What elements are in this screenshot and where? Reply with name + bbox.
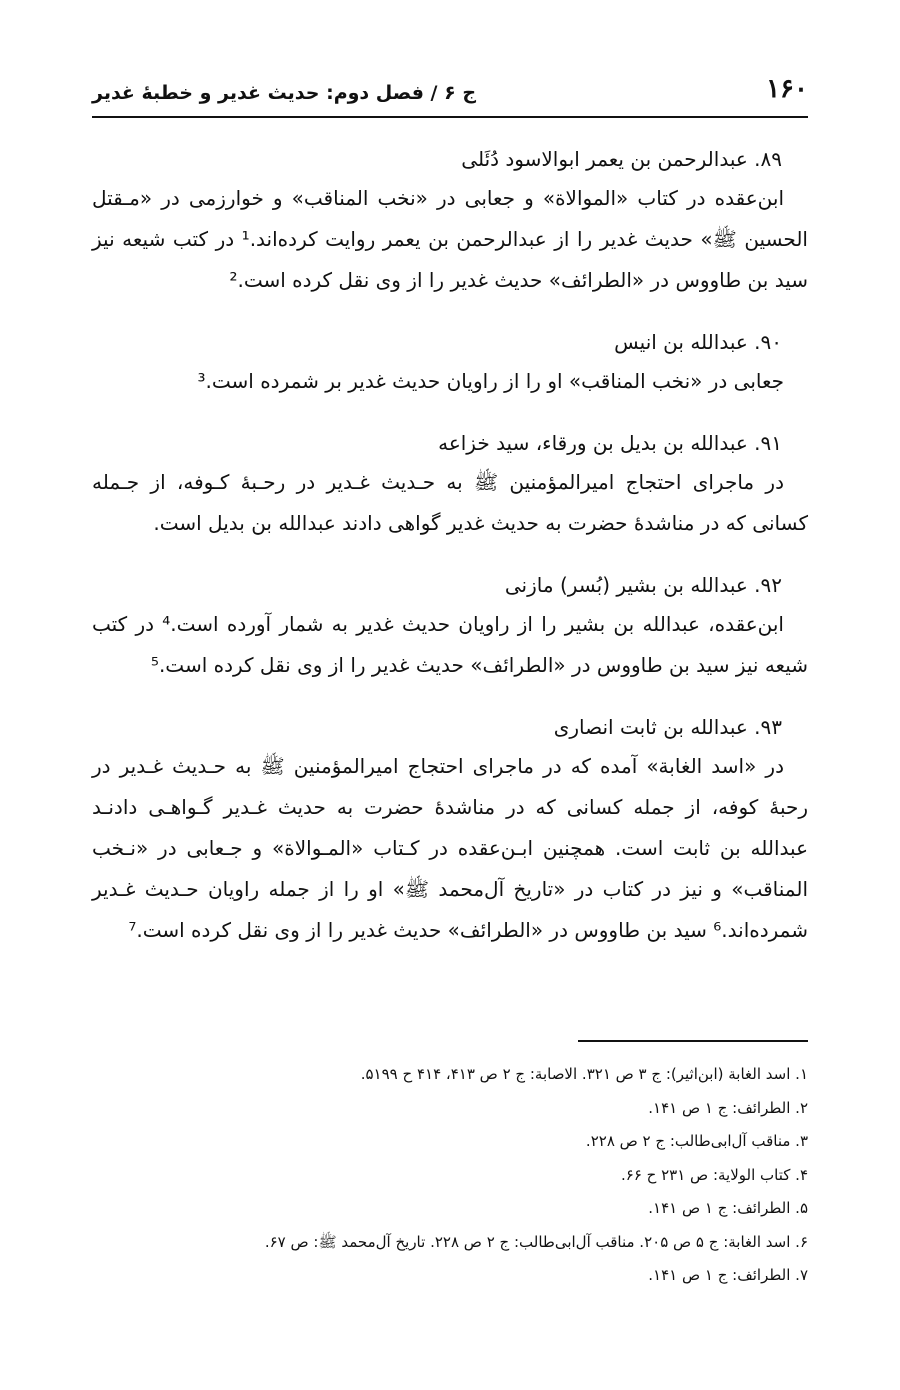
- entry-93: [92, 708, 808, 951]
- entry-90: [92, 323, 808, 402]
- page-number: ۱۶۰: [766, 74, 808, 104]
- footnotes: [92, 1058, 808, 1293]
- entry-92: [92, 566, 808, 686]
- running-title: ج ۶ / فصل دوم: حدیث غدیر و خطبهٔ غدیر: [92, 82, 477, 104]
- entry-title: ۹۳. عبدالله بن ثابت انصاری: [553, 715, 782, 739]
- footnote-3: ۳. مناقب آل‌ابی‌طالب: ج ۲ ص ۲۲۸.: [585, 1132, 808, 1150]
- main-text: [92, 140, 808, 973]
- footnote-2: ۲. الطرائف: ج ۱ ص ۱۴۱.: [648, 1098, 808, 1117]
- page-header: [92, 70, 808, 118]
- entry-89: [92, 140, 808, 301]
- entry-body: ابن‌عقده در کتاب «الموالاة» و جعابی در «نخب المناقب» و خوارزمی در «مـقتل الحسین ﷺ» حدیث غدیر را از عبدالرحمن بن یعمر روایت کرده‌اند.¹ در کتب شیعه نیز سید بن طاووس در «الطرائف» حدیث غدیر را از وی نقل کرده است.²: [92, 186, 808, 292]
- footnote-5: ۵. الطرائف: ج ۱ ص ۱۴۱.: [648, 1199, 808, 1217]
- footnote-7: ۷. الطرائف: ج ۱ ص ۱۴۱.: [648, 1266, 808, 1284]
- entry-body: در ماجرای احتجاج امیرالمؤمنین ﷺ به حـدیث غـدیر در رحـبهٔ کـوفه، از جـمله کسانی که در مناشدهٔ حضرت به حدیث غدیر گواهی دادند عبدالله بن بدیل است.: [92, 470, 808, 535]
- entry-body: در «اسد الغابة» آمده که در ماجرای احتجاج امیرالمؤمنین ﷺ به حـدیث غـدیر در رحبهٔ کوفه، از جمله کسانی که در مناشدهٔ حضرت به حدیث غـدیر گـواهـی دادنـد عبدالله بن ثابت است. همچنین ابـن‌عقده در کـتاب «المـوالاة» و جـعابی در «نـخب المناقب» و نیز در کتاب در «تاریخ آل‌محمد ﷺ» او را از جمله راویان حـدیث غـدیر شمرده‌اند.⁶ سید بن طاووس در «الطرائف» حدیث غدیر را از وی نقل کرده است.⁷: [92, 754, 808, 942]
- entry-title: ۹۰. عبدالله بن انیس: [614, 330, 782, 354]
- entry-title: ۸۹. عبدالرحمن بن یعمر ابوالاسود دُئَلی: [461, 147, 782, 171]
- footnote-6: ۶. اسد الغابة: ج ۵ ص ۲۰۵. مناقب آل‌ابی‌طالب: ج ۲ ص ۲۲۸. تاریخ آل‌محمد ﷺ: ص ۶۷.: [264, 1232, 808, 1251]
- footnote-1: ۱. اسد الغابة (ابن‌اثیر): ج ۳ ص ۳۲۱. الاصابة: ج ۲ ص ۴۱۳، ۴۱۴ ح ۵۱۹۹.: [360, 1065, 808, 1083]
- footnote-4: ۴. کتاب الولایة: ص ۲۳۱ ح ۶۶.: [620, 1165, 808, 1184]
- entry-body: ابن‌عقده، عبدالله بن بشیر را از راویان حدیث غدیر به شمار آورده است.⁴ در کتب شیعه نیز سید بن طاووس در «الطرائف» حدیث غدیر را از وی نقل کرده است.⁵: [92, 612, 808, 677]
- entry-body: جعابی در «نخب المناقب» او را از راویان حدیث غدیر بر شمرده است.³: [197, 369, 784, 393]
- entry-title: ۹۱. عبدالله بن بدیل بن ورقاء، سید خزاعه: [438, 431, 782, 455]
- entry-91: [92, 424, 808, 544]
- entry-title: ۹۲. عبدالله بن بشیر (بُسر) مازنی: [504, 573, 782, 597]
- footnote-divider: [578, 1040, 808, 1042]
